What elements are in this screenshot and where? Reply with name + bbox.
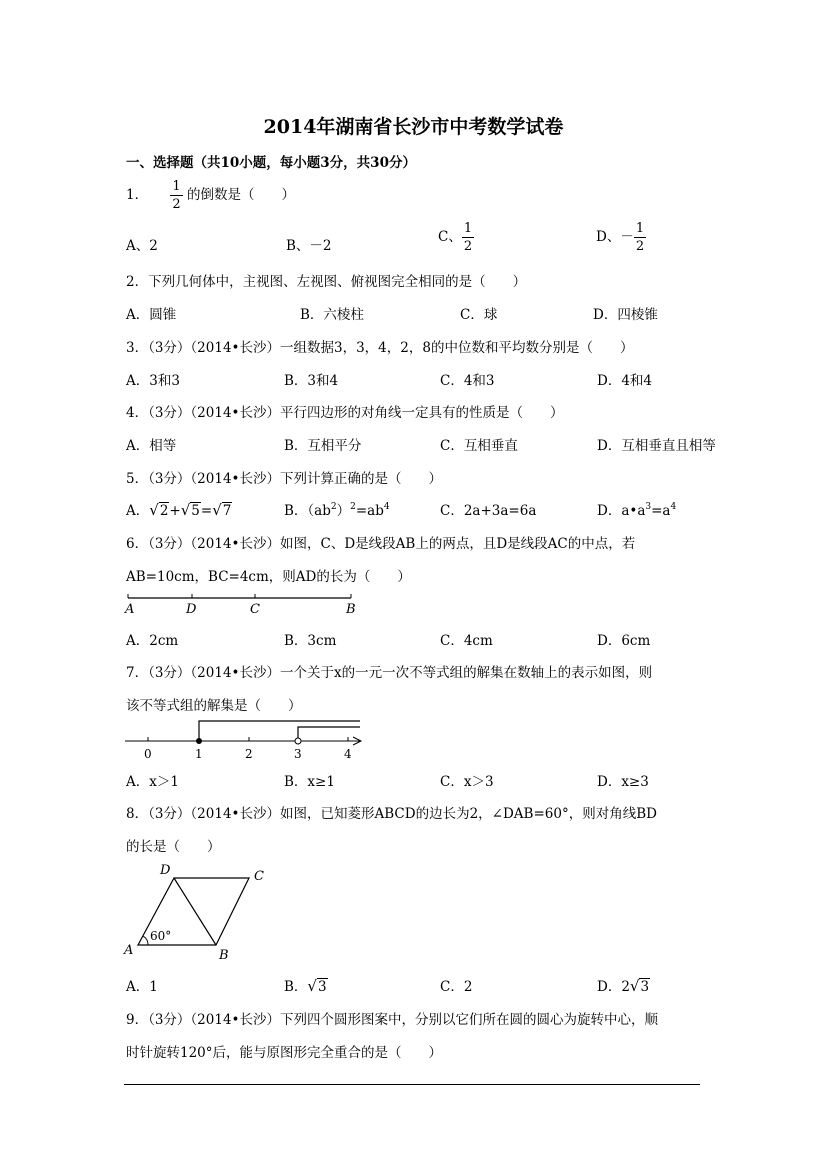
q4-option-a: A．相等 [126, 438, 177, 454]
point-label-c: C [250, 602, 260, 617]
q8-option-a: A．1 [126, 979, 158, 995]
question-6-line-1: 6．（3分）（2014•长沙）如图，C、D是线段AB上的两点，且D是线段AC的中点，若 [126, 536, 636, 552]
question-3: 3．（3分）（2014•长沙）一组数据3，3，4，2，8的中位数和平均数分别是（ ） [126, 340, 634, 356]
fraction: $\frac{1}{2}$ [463, 221, 473, 254]
question-1 [126, 180, 295, 211]
tick-label: 3 [294, 747, 302, 761]
q8-option-b: B．√3 [284, 977, 327, 995]
q8-option-d: D．2√3 [597, 977, 650, 995]
number-line-diagram [120, 716, 370, 764]
question-8-line-2: 的长是（ ） [126, 839, 221, 855]
q2-option-d: D．四棱锥 [593, 307, 658, 323]
q7-option-a: A．x＞1 [126, 774, 179, 790]
q8-option-c: C．2 [440, 979, 473, 995]
closed-point [196, 738, 202, 744]
question-9-line-2: 时针旋转120°后，能与原图形完全重合的是（ ） [126, 1045, 443, 1061]
sqrt: √7 [212, 501, 232, 519]
q6-option-d: D．6cm [597, 633, 651, 649]
question-number: 1． [126, 187, 149, 203]
q3-option-d: D．4和4 [597, 373, 653, 389]
tick-label: 1 [195, 747, 203, 761]
q1-option-b: B、－2 [286, 238, 332, 254]
q1-option-a: A、2 [126, 238, 158, 254]
q1-option-d: D、－ $\frac{1}{2}$ [596, 221, 645, 254]
question-text: 的倒数是（ ） [186, 187, 295, 203]
tick-label: 4 [344, 747, 352, 761]
solution-ray-1 [199, 721, 360, 741]
question-4: 4．（3分）（2014•长沙）平行四边形的对角线一定具有的性质是（ ） [126, 405, 564, 421]
q4-option-c: C．互相垂直 [440, 438, 518, 454]
question-8-line-1: 8．（3分）（2014•长沙）如图，已知菱形ABCD的边长为2，∠DAB=60°，则对角线BD [126, 806, 657, 822]
question-2: 2．下列几何体中，主视图、左视图、俯视图完全相同的是（ ） [126, 274, 527, 290]
question-5: 5．（3分）（2014•长沙）下列计算正确的是（ ） [126, 471, 442, 487]
vertex-label-d: D [160, 863, 171, 878]
q2-option-b: B．六棱柱 [300, 307, 364, 323]
segment-diagram [118, 590, 368, 620]
point-label-b: B [346, 602, 356, 617]
tick-label: 2 [245, 747, 253, 761]
q6-option-a: A．2cm [126, 633, 179, 649]
q1-option-c: C、 $\frac{1}{2}$ [438, 221, 473, 254]
sqrt: √5 [180, 501, 200, 519]
sqrt: √3 [629, 977, 650, 995]
q3-option-a: A．3和3 [126, 373, 180, 389]
fraction: $\frac{1}{2}$ [172, 179, 181, 212]
open-point [295, 738, 301, 744]
vertex-label-a: A [124, 943, 134, 958]
page-title: 2014年湖南省长沙市中考数学试卷 [263, 116, 564, 138]
q3-option-c: C．4和3 [440, 373, 495, 389]
q5-option-a: A．√2+√5=√7 [126, 501, 232, 519]
q7-option-c: C．x＞3 [440, 774, 494, 790]
q6-option-c: C．4cm [440, 633, 493, 649]
q5-option-d: D．$a•a^3=a^4$ [597, 502, 677, 519]
question-9-line-1: 9．（3分）（2014•长沙）下列四个圆形图案中，分别以它们所在圆的圆心为旋转中心，顺 [126, 1012, 658, 1028]
point-label-a: A [125, 602, 135, 617]
question-7-line-1: 7．（3分）（2014•长沙）一个关于x的一元一次不等式组的解集在数轴上的表示如图，则 [126, 665, 653, 681]
sqrt: √3 [307, 977, 327, 995]
angle-arc [143, 936, 148, 945]
section-heading: 一、选择题（共10小题，每小题3分，共30分） [126, 155, 416, 171]
q7-option-b: B．x≥1 [284, 774, 335, 790]
sqrt: √2 [149, 501, 169, 519]
angle-label: 60° [150, 929, 172, 943]
q7-option-d: D．x≥3 [597, 774, 649, 790]
q4-option-b: B．互相平分 [284, 438, 362, 454]
q5-option-b: B．$(ab^2)^2=ab^4$ [284, 502, 390, 519]
q2-option-a: A．圆锥 [126, 307, 177, 323]
q4-option-d: D．互相垂直且相等 [597, 438, 716, 454]
vertex-label-c: C [254, 869, 264, 884]
fraction: $\frac{1}{2}$ [635, 221, 645, 254]
q2-option-c: C．球 [460, 307, 498, 323]
question-6-line-2: AB=10cm，BC=4cm，则AD的长为（ ） [126, 569, 411, 585]
point-label-d: D [186, 602, 197, 617]
q6-option-b: B．3cm [284, 633, 337, 649]
vertex-label-b: B [219, 948, 229, 963]
tick-label: 0 [144, 747, 152, 761]
diagonal-bd [174, 878, 216, 945]
q5-option-c: C．2a+3a=6a [440, 503, 537, 519]
q3-option-b: B．3和4 [284, 373, 339, 389]
question-7-line-2: 该不等式组的解集是（ ） [126, 698, 302, 714]
rhombus-diagram [118, 858, 278, 968]
solution-ray-2 [298, 727, 360, 741]
page-bottom-rule [124, 1084, 700, 1085]
